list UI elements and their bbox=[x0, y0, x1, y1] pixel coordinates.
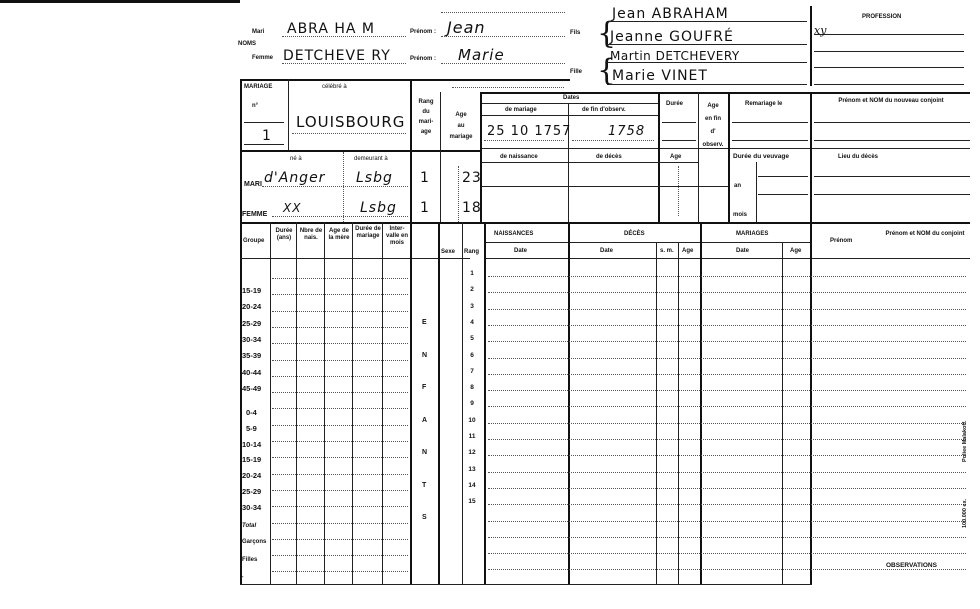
rank-15: 15 bbox=[468, 498, 476, 506]
enfants-letter-0: E bbox=[422, 319, 427, 326]
row-line-right-15 bbox=[488, 521, 966, 522]
fils-label: Fils bbox=[570, 30, 581, 36]
row-line-right-13 bbox=[488, 488, 966, 489]
age-fin-divider bbox=[698, 92, 699, 222]
col-div-11 bbox=[656, 242, 657, 584]
mari-birthplace: d'Anger bbox=[264, 170, 326, 186]
row-line-right-7 bbox=[488, 390, 966, 391]
husband-surname-line bbox=[282, 36, 406, 37]
row-line-left-17 bbox=[272, 555, 408, 556]
mariage-no-divider bbox=[288, 79, 289, 150]
celebre-label: célébré à bbox=[322, 84, 347, 90]
row-line-right-11 bbox=[488, 455, 966, 456]
conjoint-top-border bbox=[810, 92, 970, 94]
end-obs-year: 1758 bbox=[608, 124, 646, 139]
age-group-top-5: 40-44 bbox=[242, 367, 262, 377]
grid-bottom-line bbox=[240, 584, 812, 585]
duree-left-border bbox=[658, 92, 660, 222]
rank-7: 7 bbox=[470, 367, 474, 375]
age-group-bottom-2: 10-14 bbox=[242, 439, 262, 449]
row-line-left-15 bbox=[272, 523, 408, 524]
parents-divider bbox=[810, 6, 812, 86]
row-line-right-16 bbox=[488, 537, 966, 538]
lieu-line-1 bbox=[814, 176, 970, 177]
age-group-top-6: 45-49 bbox=[242, 383, 262, 393]
age-group-bottom-6: 30-34 bbox=[242, 502, 262, 512]
dates-label: Dates bbox=[563, 95, 580, 101]
age-group-bottom-0: 0-4 bbox=[246, 408, 257, 417]
prenom-col-label: Prénom bbox=[830, 238, 853, 244]
end-obs-line bbox=[572, 140, 654, 141]
col-div-14 bbox=[782, 242, 783, 584]
mari-age: 23 bbox=[462, 170, 482, 186]
row-line-right-0 bbox=[488, 276, 966, 277]
dates-top-border bbox=[480, 92, 810, 94]
naissance-date-label: Date bbox=[514, 248, 528, 254]
rank-6: 6 bbox=[470, 351, 474, 359]
duree-label: Durée bbox=[666, 101, 684, 107]
wife-surname: DETCHEVE RY bbox=[283, 48, 391, 64]
sexe-label: Sexe bbox=[441, 249, 456, 255]
enfants-letter-2: F bbox=[422, 384, 427, 391]
col-div-7 bbox=[438, 222, 440, 584]
row-line-right-18 bbox=[488, 569, 966, 570]
rank-2: 2 bbox=[470, 286, 474, 294]
row-line-right-14 bbox=[488, 504, 966, 505]
age-group-top-0: 15-19 bbox=[242, 286, 262, 295]
groupe-label: Groupe bbox=[243, 238, 265, 244]
no-label: n° bbox=[252, 103, 259, 109]
naissances-label: NAISSANCES bbox=[494, 231, 534, 237]
rank-3: 3 bbox=[470, 302, 474, 310]
scan-edge bbox=[0, 0, 240, 3]
row-line-right-1 bbox=[488, 292, 966, 293]
row-line-right-12 bbox=[488, 472, 966, 473]
dates-sub-line bbox=[482, 103, 658, 104]
veuvage-line-2 bbox=[758, 194, 808, 195]
row-line-left-1 bbox=[272, 294, 408, 295]
fils-father: Jean ABRAHAM bbox=[612, 6, 729, 22]
marriage-date: 25 10 1757 bbox=[487, 124, 572, 139]
row-line-right-6 bbox=[488, 374, 966, 375]
conjoint-col-label: Prénom et NOM du conjoint bbox=[885, 231, 965, 237]
age-group-top-4: 35-39 bbox=[242, 351, 262, 361]
remariage-line-1 bbox=[732, 122, 808, 123]
fille-father-line bbox=[607, 62, 807, 63]
mari-row-line bbox=[262, 186, 408, 187]
age-header: Age au mariage bbox=[449, 112, 473, 140]
mari-row-label: MARI bbox=[244, 181, 262, 188]
deces-age-label: Age bbox=[682, 248, 694, 254]
row-line-left-5 bbox=[272, 360, 408, 361]
marriage-left-border bbox=[240, 79, 242, 225]
col-div-4 bbox=[352, 222, 353, 584]
fille-mother-line bbox=[607, 84, 807, 85]
row-line-left-13 bbox=[272, 490, 408, 491]
fille-mother: Marie VINET bbox=[612, 68, 708, 84]
nouveau-conjoint-label: Prénom et NOM du nouveau conjoint bbox=[838, 98, 944, 104]
age-dotted-divider bbox=[678, 166, 679, 216]
duree-line-1 bbox=[662, 122, 696, 123]
wife-surname-line bbox=[282, 63, 406, 64]
col-div-9 bbox=[484, 222, 486, 584]
mari-label: Mari bbox=[252, 29, 265, 35]
col-div-1 bbox=[270, 222, 271, 584]
age-group-bottom-1: 5-9 bbox=[246, 423, 257, 433]
age-group-bottom-4: 20-24 bbox=[242, 471, 262, 481]
fille-bracket: { bbox=[597, 53, 617, 88]
col-div-3 bbox=[324, 222, 325, 584]
rank-1: 1 bbox=[470, 270, 474, 277]
col-div-5 bbox=[382, 222, 383, 584]
wife-firstname-line bbox=[441, 63, 565, 64]
dates-sub-line-2 bbox=[482, 115, 658, 116]
col-div-12 bbox=[678, 242, 679, 584]
mariages-label: MARIAGES bbox=[736, 231, 769, 237]
marriage-top-border bbox=[240, 79, 570, 81]
fils-father-line bbox=[607, 21, 807, 22]
mari-residence: Lsbg bbox=[356, 170, 393, 186]
row-line-right-3 bbox=[488, 325, 966, 326]
rank-14: 14 bbox=[468, 481, 476, 489]
row-line-right-2 bbox=[488, 309, 966, 310]
rang-age-divider bbox=[440, 92, 441, 222]
husband-firstname: Jean bbox=[447, 18, 486, 37]
rank-13: 13 bbox=[468, 465, 476, 473]
fils-bracket: { bbox=[597, 16, 617, 51]
deces-date-col-label: Date bbox=[600, 248, 614, 254]
mariage-age-label: Age bbox=[790, 248, 802, 254]
rank-8: 8 bbox=[470, 384, 474, 392]
rank-4: 4 bbox=[470, 318, 474, 326]
rang-col-label: Rang bbox=[464, 249, 479, 255]
remariage-line-2 bbox=[732, 140, 808, 141]
row-line-left-8 bbox=[272, 408, 408, 409]
enfants-letter-3: A bbox=[422, 416, 428, 424]
age-group-top-2: 25-29 bbox=[242, 318, 262, 328]
top-dotted-line bbox=[441, 12, 565, 13]
rank-9: 9 bbox=[470, 400, 474, 408]
print-run: 100.000 ex. bbox=[962, 498, 968, 528]
prof-line-2 bbox=[814, 51, 964, 52]
row-line-left-7 bbox=[272, 392, 408, 393]
row-line-right-9 bbox=[488, 423, 966, 424]
row-line-left-16 bbox=[272, 539, 408, 540]
conjoint-line-2 bbox=[814, 140, 970, 141]
femme-row-line bbox=[272, 216, 408, 217]
row-line-left-14 bbox=[272, 506, 408, 507]
mariage-date-col-label: Date bbox=[736, 248, 750, 254]
row-line-left-9 bbox=[272, 425, 408, 426]
fin-obs-label: de fin d'observ. bbox=[582, 107, 626, 113]
marriage-date-line bbox=[484, 140, 564, 141]
fille-label: Fille bbox=[570, 69, 583, 75]
enfants-letter-4: N bbox=[422, 449, 428, 456]
row-line-left-3 bbox=[272, 327, 408, 328]
ne-a-label: né à bbox=[290, 156, 302, 162]
rank-11: 11 bbox=[468, 433, 476, 440]
naissance-label: de naissance bbox=[500, 154, 538, 160]
deces-label: DÉCÈS bbox=[624, 231, 645, 237]
femme-rank: 1 bbox=[420, 200, 430, 216]
marriage-number: 1 bbox=[262, 128, 272, 144]
row-line-left-12 bbox=[272, 474, 408, 475]
mari-rank: 1 bbox=[420, 170, 430, 186]
place-line bbox=[292, 133, 406, 134]
fils-mother-line bbox=[607, 44, 807, 45]
deces-mid-line bbox=[482, 186, 728, 187]
conjoint-line-1 bbox=[814, 122, 970, 123]
rang-header: Rang du mari- age bbox=[418, 99, 434, 135]
mois-label: mois bbox=[733, 212, 748, 218]
marriage-place: LOUISBOURG bbox=[296, 113, 406, 131]
ne-demeurant-divider bbox=[343, 152, 344, 222]
row-line-right-4 bbox=[488, 341, 966, 342]
row-line-right-10 bbox=[488, 439, 966, 440]
de-mariage-label: de mariage bbox=[505, 107, 537, 113]
col-div-6 bbox=[410, 222, 412, 584]
rank-5: 5 bbox=[470, 335, 474, 343]
age-value-divider bbox=[458, 166, 459, 222]
grid-subheader-line bbox=[486, 242, 812, 243]
conjoint-left-border bbox=[810, 92, 812, 222]
prof-line-1 bbox=[814, 34, 964, 35]
enfants-letter-1: N bbox=[422, 351, 428, 359]
extra-dotted-line bbox=[452, 87, 564, 88]
remariage-left-border bbox=[728, 92, 730, 222]
age-group-bottom-3: 15-19 bbox=[242, 455, 262, 465]
garcons-label: Garçons bbox=[242, 539, 267, 545]
rank-10: 10 bbox=[468, 416, 476, 424]
age-group-bottom-5: 25-29 bbox=[242, 487, 262, 496]
col-div-2 bbox=[296, 222, 297, 584]
an-label: an bbox=[734, 183, 742, 189]
age-label-2: Age bbox=[670, 154, 682, 160]
cross-mark: xy bbox=[814, 24, 827, 37]
intervalle-label: Inter-valle en mois bbox=[385, 226, 408, 246]
row-line-left-0 bbox=[272, 278, 408, 279]
grid-header-bottom-right bbox=[486, 258, 970, 259]
fils-mother: Jeanne GOUFRÉ bbox=[610, 29, 734, 45]
wife-prenom-label: Prénom : bbox=[410, 56, 437, 62]
prof-line-3 bbox=[814, 67, 964, 68]
mariage-label: MARIAGE bbox=[244, 84, 273, 90]
age-mere-label: Age de la mère bbox=[328, 228, 350, 241]
profession-label: PROFESSION bbox=[862, 14, 902, 20]
enfants-letter-5: T bbox=[422, 481, 427, 489]
total-label: Total bbox=[242, 523, 257, 529]
duree-line-2 bbox=[662, 140, 696, 141]
duree-veuvage-label: Durée du veuvage bbox=[733, 153, 789, 160]
demeurant-label: demeurant à bbox=[354, 156, 388, 162]
age-fin-header: Age en fin d' observ. bbox=[702, 103, 724, 148]
femme-birthplace: XX bbox=[283, 201, 302, 215]
row-line-left-6 bbox=[272, 376, 408, 377]
no-line-1 bbox=[244, 122, 284, 123]
femme-age: 18 bbox=[462, 200, 482, 216]
row-line-left-11 bbox=[272, 457, 408, 458]
rank-12: 12 bbox=[468, 449, 476, 457]
veuvage-divider bbox=[756, 162, 757, 222]
husband-firstname-line bbox=[441, 36, 565, 37]
naissance-sub-line bbox=[482, 162, 698, 163]
nbre-naiss-label: Nbre de nais. bbox=[299, 228, 323, 241]
prof-line-4 bbox=[814, 84, 964, 85]
row-line-right-8 bbox=[488, 406, 966, 407]
femme-label: Femme bbox=[252, 55, 274, 61]
row-line-left-4 bbox=[272, 343, 408, 344]
enfants-letter-6: S bbox=[422, 514, 427, 521]
lieu-deces-label: Lieu du décès bbox=[838, 154, 879, 160]
duree-ans-label: Durée (ans) bbox=[275, 228, 293, 241]
lieu-line-2 bbox=[814, 194, 970, 195]
noms-label: NOMS bbox=[238, 41, 256, 47]
deces-date-label: de décès bbox=[596, 154, 622, 160]
row-line-right-17 bbox=[488, 553, 966, 554]
veuvage-line-1 bbox=[758, 176, 808, 177]
age-group-top-1: 20-24 bbox=[242, 302, 262, 312]
husband-surname: ABRA HA M bbox=[287, 21, 376, 37]
femme-row-label: FEMME bbox=[242, 211, 268, 218]
printer-mark: Poliee Malakoff. bbox=[962, 420, 968, 462]
fille-father: Martin DETCHEVERY bbox=[610, 49, 740, 63]
marriage-bottom-border bbox=[240, 222, 970, 224]
mari-femme-top bbox=[240, 150, 480, 152]
age-group-top-3: 30-34 bbox=[242, 334, 262, 344]
duree-mariage-label: Durée de mariage bbox=[355, 226, 381, 239]
observations-label: OBSERVATIONS bbox=[886, 562, 937, 569]
femme-residence: Lsbg bbox=[360, 200, 397, 216]
remariage-label: Remariage le bbox=[745, 101, 783, 107]
row-line-left-18 bbox=[272, 571, 408, 572]
col-div-8 bbox=[462, 222, 463, 584]
wife-firstname: Marie bbox=[458, 46, 505, 64]
row-line-left-10 bbox=[272, 441, 408, 442]
husband-prenom-label: Prénom : bbox=[410, 29, 437, 35]
no-line-2 bbox=[244, 144, 284, 145]
grid-header-bottom-left bbox=[240, 258, 470, 259]
row-line-right-5 bbox=[488, 358, 966, 359]
sm-label: s. m. bbox=[660, 248, 674, 254]
row-line-left-2 bbox=[272, 311, 408, 312]
bottom-tick: - bbox=[241, 572, 244, 581]
filles-label: Filles bbox=[242, 557, 258, 563]
